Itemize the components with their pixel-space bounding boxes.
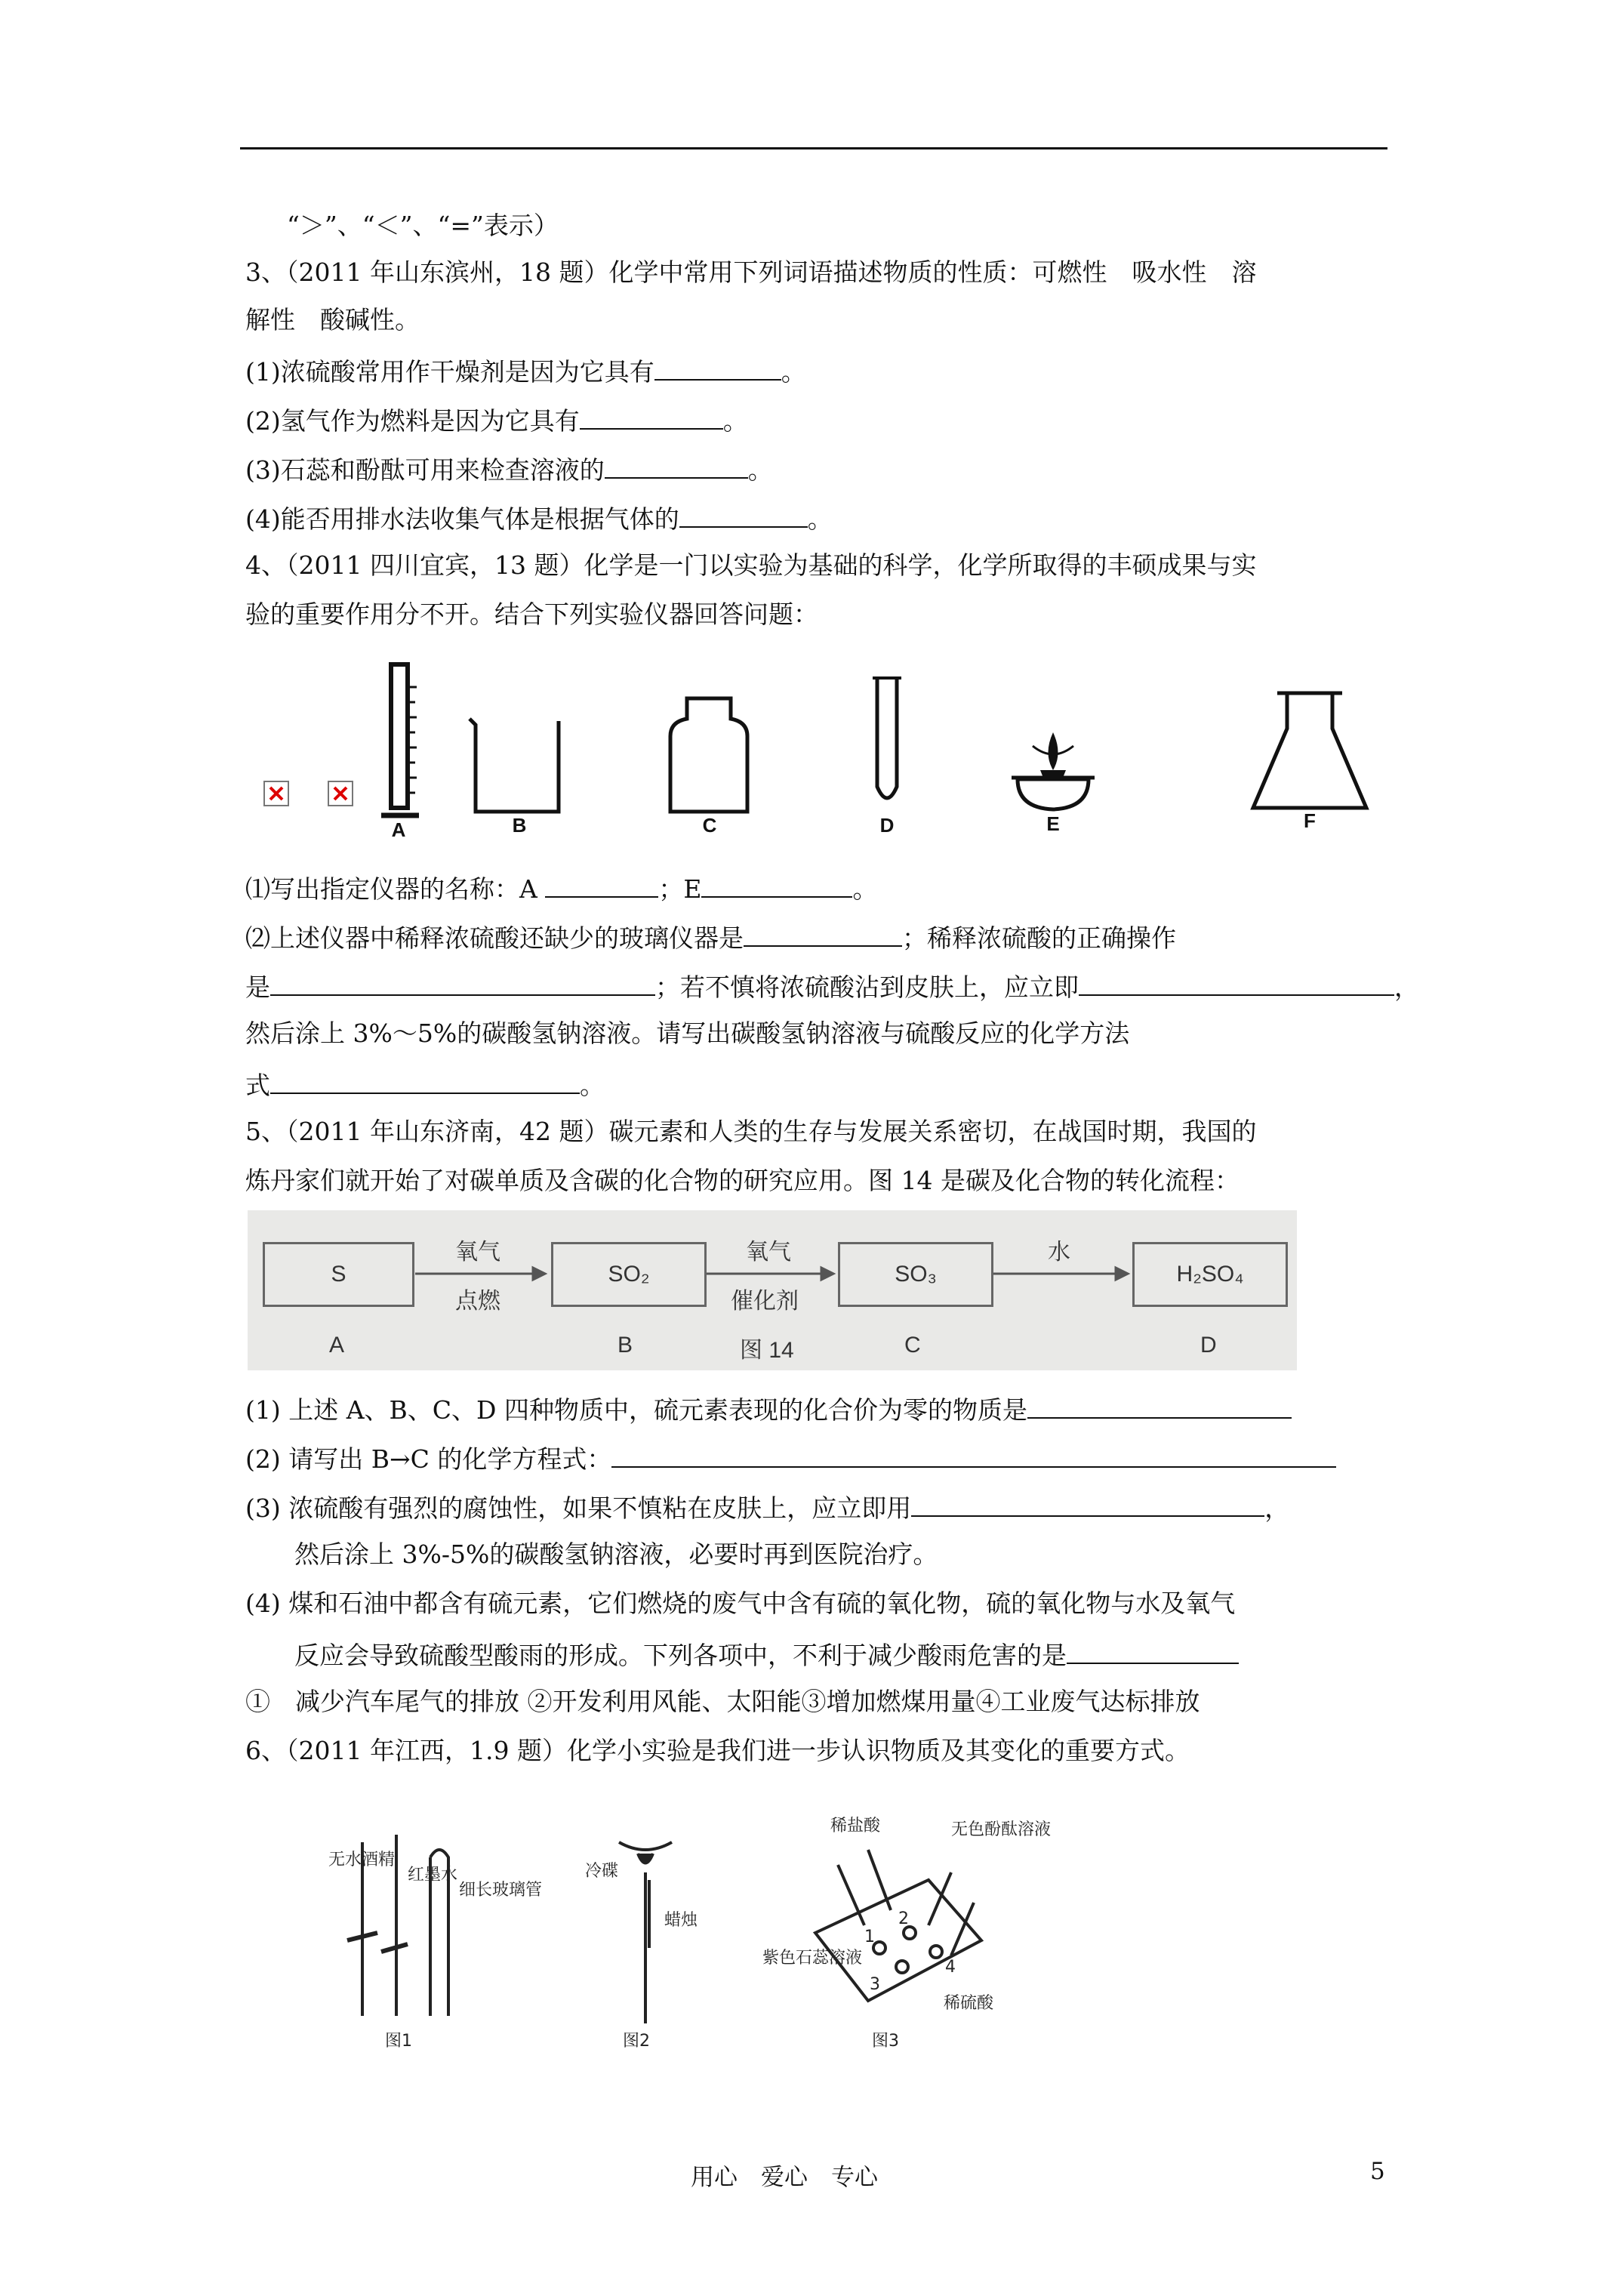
question-3-stem: 3、（2011 年山东滨州，18 题）化学中常用下列词语描述物质的性质：可燃性 吸水性 溶 [245,257,1257,287]
alcohol-lamp-icon [1012,732,1095,809]
instrument-label: E [1046,812,1060,835]
answer-blank[interactable] [545,871,658,898]
arrow-label: 水 [1048,1239,1070,1265]
figure-2-label-cold-dish: 冷碟 [585,1862,619,1881]
header-rule [240,147,1387,149]
question-5-part-4: (4) 煤和石油中都含有硫元素，它们燃烧的废气中含有硫的氧化物，硫的氧化物与水及氧气 [245,1589,1236,1618]
arrow-label: 氧气 [455,1239,500,1265]
reagent-bottle-icon [670,698,747,812]
question-5-part-1: (1) 上述 A、B、C、D 四种物质中，硫元素表现的化合价为零的物质是 [245,1391,1292,1426]
instrument-label: D [879,814,895,837]
question-4-part-3: 然后涂上 3%～5%的碳酸氢钠溶液。请写出碳酸氢钠溶液与硫酸反应的化学方法 [245,1019,1130,1048]
figure-3-label-litmus: 紫色石蕊溶液 [762,1949,863,1968]
answer-blank[interactable] [580,402,723,430]
beaker-icon [470,719,559,812]
flow-letter: B [617,1333,633,1358]
question-4-part-2-cont: 是 ；若不慎将浓硫酸沾到皮肤上，应立即 ， [245,969,1419,1003]
answer-blank[interactable] [654,353,781,381]
question-4-part-1: ⑴写出指定仪器的名称：A ；E 。 [245,871,877,905]
spot-number: 1 [864,1928,875,1946]
spot-number: 4 [945,1958,956,1977]
answer-blank[interactable] [701,871,852,898]
flow-letter: C [904,1333,921,1358]
question-5-stem: 5、（2011 年山东济南，42 题）碳元素和人类的生存与发展关系密切，在战国时期，我国的 [245,1117,1257,1146]
question-5-stem-cont: 炼丹家们就开始了对碳单质及含碳的化合物的研究应用。图 14 是碳及化合物的转化流程： [245,1166,1240,1195]
instruments-figure [249,657,1419,838]
question-5-part-3: (3) 浓硫酸有强烈的腐蚀性，如果不慎粘在皮肤上，应立即用 ， [245,1490,1289,1524]
arrow-label: 催化剂 [731,1288,799,1314]
answer-blank[interactable] [611,1441,1336,1468]
figure-1-label-alcohol: 无水酒精 [328,1851,396,1869]
answer-blank[interactable] [1079,969,1394,996]
question-3-stem-cont: 解性 酸碱性。 [245,305,420,334]
flow-box: SO₂ [551,1242,707,1307]
flow-letter: A [329,1333,345,1358]
question-5-options: ① 减少汽车尾气的排放 ②开发利用风能、太阳能③增加燃煤用量④工业废气达标排放 [245,1687,1200,1716]
instrument-label: B [512,814,527,837]
question-3-part-4: (4)能否用排水法收集气体是根据气体的 。 [245,501,833,535]
footer-motto: 用心 爱心 专心 [691,2164,878,2191]
answer-blank[interactable] [744,920,902,947]
flow-box: H₂SO₄ [1132,1242,1288,1307]
answer-blank[interactable] [270,969,655,996]
figure-3-label-h2so4: 稀硫酸 [944,1994,994,2013]
arrow-label: 点燃 [455,1288,500,1314]
figure-2-label-candle: 蜡烛 [664,1911,698,1930]
figure-1-label-water: 红墨水 [408,1866,458,1885]
figure-3-label-hcl: 稀盐酸 [830,1817,881,1835]
answer-blank[interactable] [679,501,808,528]
broken-image-icon [264,781,288,806]
answer-blank[interactable] [1067,1637,1239,1664]
answer-blank[interactable] [270,1067,580,1094]
figure-caption: 图3 [872,2032,899,2051]
instrument-label: A [391,818,406,838]
figure-2-candle [619,1842,672,2023]
flow-box: S [263,1242,414,1307]
question-5-part-2: (2) 请写出 B→C 的化学方程式： [245,1441,1336,1475]
instrument-label: C [702,814,717,837]
question-3-part-3: (3)石蕊和酚酞可用来检查溶液的 。 [245,451,773,486]
spot-number: 2 [898,1909,909,1928]
figure-caption: 图2 [623,2032,650,2051]
broken-image-icon [328,781,353,806]
question-3-part-2: (2)氢气作为燃料是因为它具有 。 [245,402,748,437]
measuring-cylinder-icon [381,664,419,815]
answer-blank[interactable] [605,451,748,479]
sulfur-conversion-flow [248,1210,1297,1370]
figure-1-label-tube: 细长玻璃管 [459,1881,543,1900]
flow-letter: D [1200,1333,1217,1358]
experiment-figures [294,1812,1095,2054]
test-tube-icon [877,678,897,798]
question-3-part-1: (1)浓硫酸常用作干燥剂是因为它具有 。 [245,353,806,388]
question-4-stem-cont: 验的重要作用分不开。结合下列实验仪器回答问题： [245,599,818,629]
answer-blank[interactable] [911,1490,1264,1517]
flow-box: SO₃ [838,1242,993,1307]
question-6-stem: 6、（2011 年江西，1.9 题）化学小实验是我们进一步认识物质及其变化的重要方式。 [245,1736,1190,1765]
text-line: “＞”、“＜”、“=”表示） [287,211,559,240]
question-4-stem: 4、（2011 四川宜宾，13 题）化学是一门以实验为基础的科学，化学所取得的丰硕成果与实 [245,550,1257,580]
spot-number: 3 [870,1975,880,1994]
instrument-label: F [1304,809,1316,832]
answer-blank[interactable] [1027,1391,1292,1419]
question-4-part-2: ⑵上述仪器中稀释浓硫酸还缺少的玻璃仪器是 ；稀释浓硫酸的正确操作 [245,920,1176,954]
figure-caption: 图 14 [740,1338,794,1363]
question-5-part-3-cont: 然后涂上 3%-5%的碳酸氢钠溶液，必要时再到医院治疗。 [294,1539,938,1569]
figure-caption: 图1 [385,2032,412,2051]
figure-3-label-phenolphthalein: 无色酚酞溶液 [951,1820,1052,1839]
conical-flask-icon [1253,693,1366,808]
question-4-part-3-cont: 式 。 [245,1067,605,1102]
question-5-part-4-cont: 反应会导致硫酸型酸雨的形成。下列各项中，不利于减少酸雨危害的是 [294,1637,1239,1672]
page-number: 5 [1370,2158,1385,2185]
arrow-label: 氧气 [746,1239,791,1265]
